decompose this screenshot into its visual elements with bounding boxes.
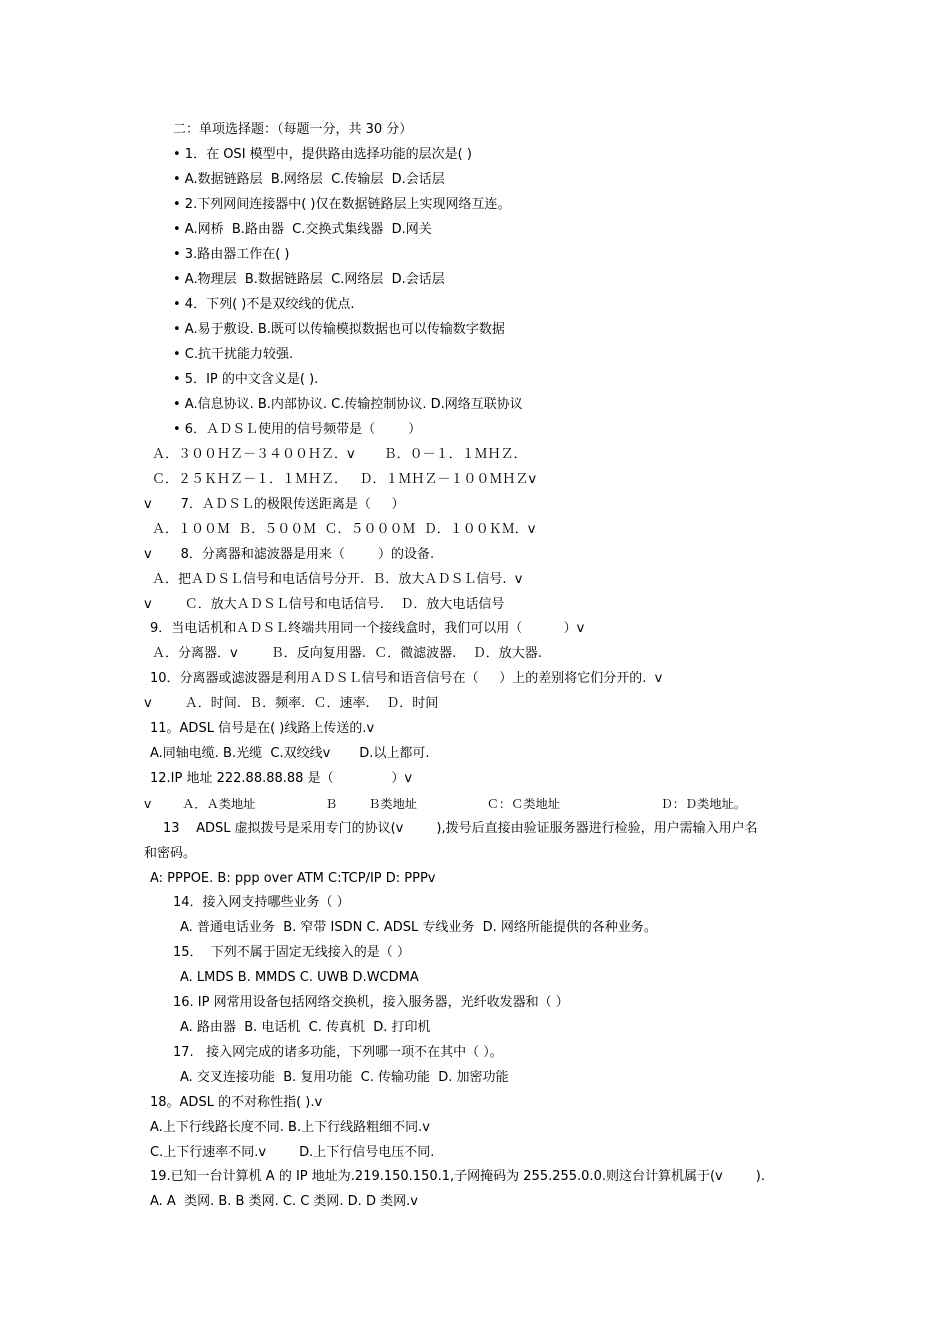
question-line: 17. 接入网完成的诸多功能，下列哪一项不在其中（ ）。 [173,1045,503,1060]
option-line: • A.信息协议. B.内部协议. C.传输控制协议. D.网络互联协议 [173,397,523,412]
question-line: • 1．在 OSI 模型中，提供路由选择功能的层次是( ) [173,147,472,162]
question-line: 16. IP 网常用设备包括网络交换机，接入服务器，光纤收发器和（ ） [173,995,569,1010]
option-line: A.同轴电缆. B.光缆 C.双绞线v D.以上都可. [150,746,430,761]
option-line: A. A 类网. B. B 类网. C. C 类网. D. D 类网.v [150,1194,418,1209]
option-line: • A.物理层 B.数据链路层 C.网络层 D.会话层 [173,272,445,287]
option-line: C.上下行速率不同.v D.上下行信号电压不同. [150,1145,435,1160]
option-line: A.上下行线路长度不同. B.上下行线路粗细不同.v [150,1120,430,1135]
question-line: 19.已知一台计算机 A 的 IP 地址为.219.150.150.1,子网掩码为 255.255.0.0.则这台计算机属于(v ). [150,1169,765,1184]
question-line: 18。ADSL 的不对称性指( ).v [150,1095,323,1110]
question-line: v 8．分离器和滤波器是用来（ ）的设备. [144,547,435,562]
option-line: A. LMDS B. MMDS C. UWB D.WCDMA [180,970,419,985]
question-line: 10．分离器或滤波器是利用ＡＤＳＬ信号和语音信号在（ ）上的差别将它们分开的. v [150,671,663,686]
option-line: A. 交叉连接功能 B. 复用功能 C. 传输功能 D. 加密功能 [180,1070,509,1085]
option-line: v Ｃ．放大ＡＤＳＬ信号和电话信号. Ｄ．放大电话信号 [144,597,505,612]
question-line: 9．当电话机和ＡＤＳＬ终端共用同一个接线盒时，我们可以用（ ）v [150,621,585,636]
option-line: Ａ．分离器．v Ｂ．反向复用器. Ｃ．微滤波器. Ｄ．放大器. [152,646,542,661]
option-line: • C.抗干扰能力较强. [173,347,294,362]
question-line: • 3.路由器工作在( ) [173,247,290,262]
option-line: A. 路由器 B. 电话机 C. 传真机 D. 打印机 [180,1020,431,1035]
question-line: 15． 下列不属于固定无线接入的是（ ） [173,945,410,960]
option-line: A: PPPOE. B: ppp over ATM C:TCP/IP D: PPPv [150,871,436,886]
option-line: A. 普通电话业务 B. 窄带 ISDN C. ADSL 专线业务 D. 网络所能提供的各种业务。 [180,920,657,935]
option-line: • A.易于敷设. B.既可以传输模拟数据也可以传输数字数据 [173,322,505,337]
question-line: 14．接入网支持哪些业务（ ） [173,895,350,910]
question-line: • 6．ＡＤＳＬ使用的信号频带是（ ） [173,422,422,437]
option-line: v Ａ．时间. Ｂ．频率. Ｃ．速率. Ｄ．时间 [144,696,439,711]
question-line: 12.IP 地址 222.88.88.88 是（ ）v [150,771,413,786]
option-line: Ａ．１００Ｍ Ｂ．５００Ｍ Ｃ．５０００Ｍ Ｄ．１００ＫＭ．v [152,522,536,537]
option-line: Ｃ．２５ＫＨＺ－１．１ＭＨＺ． Ｄ．１ＭＨＺ－１００ＭＨＺv [152,472,537,487]
section-heading: 二：单项选择题：（每题一分，共 30 分） [173,122,413,137]
question-line: • 4．下列( )不是双绞线的优点. [173,297,355,312]
option-line: • A.数据链路层 B.网络层 C.传输层 D.会话层 [173,172,445,187]
option-line: v Ａ．Ａ类地址 Ｂ Ｂ类地址 Ｃ：Ｃ类地址 Ｄ：Ｄ类地址。 [144,797,746,811]
question-line: 11。ADSL 信号是在( )线路上传送的.v [150,721,375,736]
option-line: Ａ．３００ＨＺ－３４００ＨＺ．v Ｂ．０－１．１ＭＨＺ． [152,447,527,462]
question-line: v 7．ＡＤＳＬ的极限传送距离是（ ） [144,497,405,512]
question-line: 13 ADSL 虚拟拨号是采用专门的协议(v ),拨号后直接由验证服务器进行检验，用户需输入用户名 [163,821,758,836]
question-line-continued: 和密码。 [144,846,197,861]
question-line: • 5．IP 的中文含义是( ). [173,372,319,387]
question-line: • 2.下列网间连接器中( )仅在数据链路层上实现网络互连。 [173,197,511,212]
option-line: • A.网桥 B.路由器 C.交换式集线器 D.网关 [173,222,432,237]
option-line: Ａ．把ＡＤＳＬ信号和电话信号分开. Ｂ．放大ＡＤＳＬ信号. v [152,572,523,587]
